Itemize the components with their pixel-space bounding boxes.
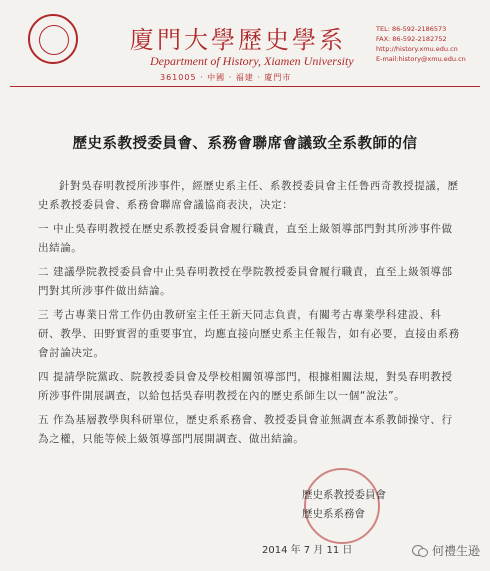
letterhead-divider [10, 86, 480, 87]
watermark-text: 何禮生逊 [431, 544, 480, 558]
letter-title: 歷史系教授委員會、系務會聯席會議致全系教師的信 [72, 136, 418, 152]
telephone: TEL: 86-592-2186573 [376, 25, 447, 33]
decision-item: 四 提請學院黨政、院教授委員會及學校相關領導部門，根據相關法規，對吳春明教授所涉事件開展調查，以給包括吳春明教授在內的歷史系師生以一個“說法”。 [38, 371, 453, 402]
decision-item: 一 中止吳春明教授在歷史系教授委員會履行職責，直至上級領導部門對其所涉事件做出結論。 [38, 223, 453, 254]
letter-body [38, 177, 460, 454]
signature-professors-committee: 歷史系教授委員會 [302, 489, 386, 501]
university-emblem-logo [28, 14, 78, 64]
department-name-chinese: 廈門大學歷史學系 [130, 26, 346, 54]
decision-item: 三 考古專業日常工作仍由教研室主任王新天同志負責，有關考古專業學科建設、科研、教學、田野實習的重要事宜，均應直接向歷史系主任報告，如有必要，直接由系務會討論决定。 [38, 309, 460, 359]
signature-department-affairs: 歷史系系務會 [302, 508, 365, 520]
email: E-mail:history@xmu.edu.cn [376, 55, 466, 63]
decision-item: 二 建議學院教授委員會中止吳春明教授在學院教授委員會履行職責，直至上級領導部門對其所涉事件做出結論。 [38, 266, 453, 297]
decision-item: 五 作為基層教學與科研單位，歷史系系務會、教授委員會並無調查本系教師操守、行為之權，只能等候上級領導部門展開調查、做出結論。 [38, 414, 453, 445]
fax: FAX: 86-592-2182752 [376, 35, 447, 43]
letter-intro: 針對吳春明教授所涉事件，經歷史系主任、系教授委員會主任鲁西奇教授提議，歷史系教授委員會、系務會聯席會議協商表決，决定： [38, 180, 459, 211]
watermark [412, 542, 480, 559]
department-name-english: Department of History, Xiamen University [150, 54, 354, 68]
website: http://history.xmu.edu.cn [376, 45, 458, 53]
postal-address: 361005 · 中國 · 福建 · 廈門市 [160, 73, 292, 82]
letter-date: 2014 年 7 月 11 日 [262, 545, 353, 556]
wechat-icon [412, 544, 428, 558]
contact-block [376, 24, 466, 64]
